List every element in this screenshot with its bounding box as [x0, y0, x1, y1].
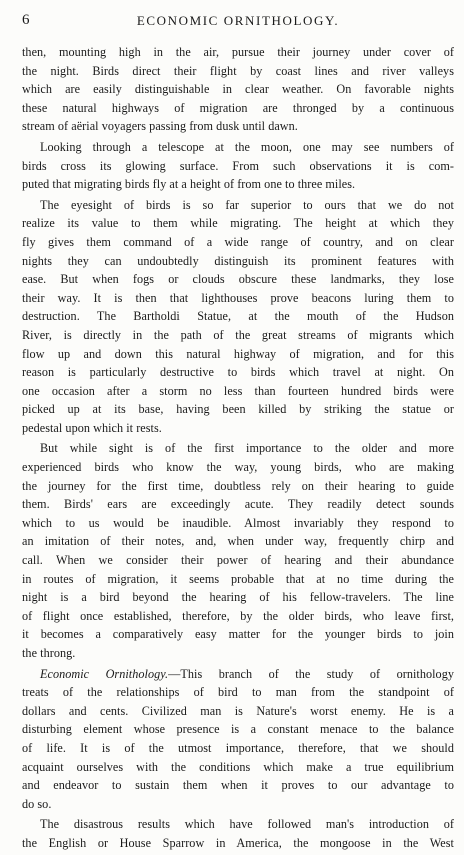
paragraph-1 [22, 43, 454, 136]
text-line: treats of the relationships of bird to man from the standpoint of [22, 685, 454, 700]
page-number: 6 [22, 12, 30, 28]
text-line: dollars and cents. Civilized man is Nature's worst enemy. He is a [22, 703, 454, 718]
text-line: it becomes a comparatively easy matter for the younger birds to join [22, 627, 454, 642]
text-line: which are easily distinguishable in clear weather. On favorable nights [22, 82, 454, 97]
text-line: picked up at its base, having been killed by striking the statue or [22, 402, 454, 417]
text-line: disturbing element whose presence is a constant menace to the balance [22, 722, 454, 737]
text-line: fly gives them command of a wide range of country, and on clear [22, 234, 454, 249]
text-line: then, mounting high in the air, pursue their journey under cover of [22, 45, 454, 59]
text-line: of flight once established, therefore, by the older birds, who leave first, [22, 608, 454, 623]
text-line: destruction. The Bartholdi Statue, at the mouth of the Hudson [22, 309, 454, 324]
text-line: The disastrous results which have followed man's introduction of [40, 817, 454, 832]
text-line: the night. Birds direct their flight by coast lines and river valleys [22, 63, 454, 78]
paragraph-2 [22, 138, 454, 194]
text-line [22, 665, 454, 684]
text-line: acquaint ourselves with the conditions which make a true equilibrium [22, 759, 454, 774]
text-line: of life. It is of the utmost importance, therefore, that we should [22, 740, 454, 755]
text-line: call. When we consider their power of hearing and their abundance [22, 553, 454, 568]
text-line: their way. It is then that lighthouses prove beacons luring them to [22, 290, 454, 305]
running-title: ECONOMIC ORNITHOLOGY. [136, 13, 340, 28]
text-line: in routes of migration, it seems probable that at no time during the [22, 571, 454, 586]
text-line: Looking through a telescope at the moon, one may see numbers of [40, 139, 454, 154]
text-line: do so. [22, 796, 52, 811]
text-line: birds cross its glowing surface. From such observations it is com- [22, 158, 454, 173]
book-page [22, 12, 454, 855]
text-line: one occasion after a storm no less than fourteen hundred birds were [22, 383, 454, 398]
text-line: pedestal upon which it rests. [22, 420, 162, 435]
text-line: puted that migrating birds fly at a height of from one to three miles. [22, 177, 356, 192]
running-head [22, 12, 454, 34]
text-line: The eyesight of birds is so far superior to ours that we do not [40, 197, 454, 212]
text-line: River, is directly in the path of the great streams of migrants which [22, 327, 454, 342]
section-heading: Economic Ornithology. [40, 666, 169, 681]
text-line: them. Birds' ears are exceedingly acute. They readily detect sounds [22, 497, 454, 512]
paragraph-4 [22, 439, 454, 662]
paragraph-5 [22, 665, 454, 814]
text-line: nights they can undoubtedly distinguish its prominent features with [22, 253, 454, 268]
text-line: stream of aërial voyagers passing from dusk until dawn. [22, 119, 298, 134]
paragraph-3 [22, 196, 454, 438]
text-line: night is a bird beyond the hearing of his fellow-travelers. The line [22, 590, 454, 605]
text-line: flow up and down this natural highway of migration, and for this [22, 346, 454, 361]
text-line: experienced birds who know the way, young birds, who are making [22, 460, 454, 475]
text-line: the journey for the first time, doubtless rely on their hearing to guide [22, 478, 454, 493]
text-line: reason is particularly destructive to birds which travel at night. On [22, 365, 454, 380]
text-line: these natural highways of migration are thronged by a continuous [22, 100, 454, 115]
text-run: —This branch of the study of ornithology [168, 666, 454, 681]
text-line: But while sight is of the first importance to the older and more [40, 441, 454, 456]
text-line: ease. But when fogs or clouds obscure these landmarks, they lose [22, 272, 454, 287]
text-line: the English or House Sparrow in America, the mongoose in the West [22, 835, 454, 850]
text-line: and endeavor to sustain them when it proves to our advantage to [22, 778, 454, 793]
text-line: which to us would be inaudible. Almost invariably they respond to [22, 515, 454, 530]
paragraph-6 [22, 815, 454, 852]
text-line: realize its value to them while migrating. The height at which they [22, 216, 454, 231]
text-line: the throng. [22, 646, 76, 660]
text-line: an imitation of their notes, and, when under way, frequently chirp and [22, 534, 454, 549]
